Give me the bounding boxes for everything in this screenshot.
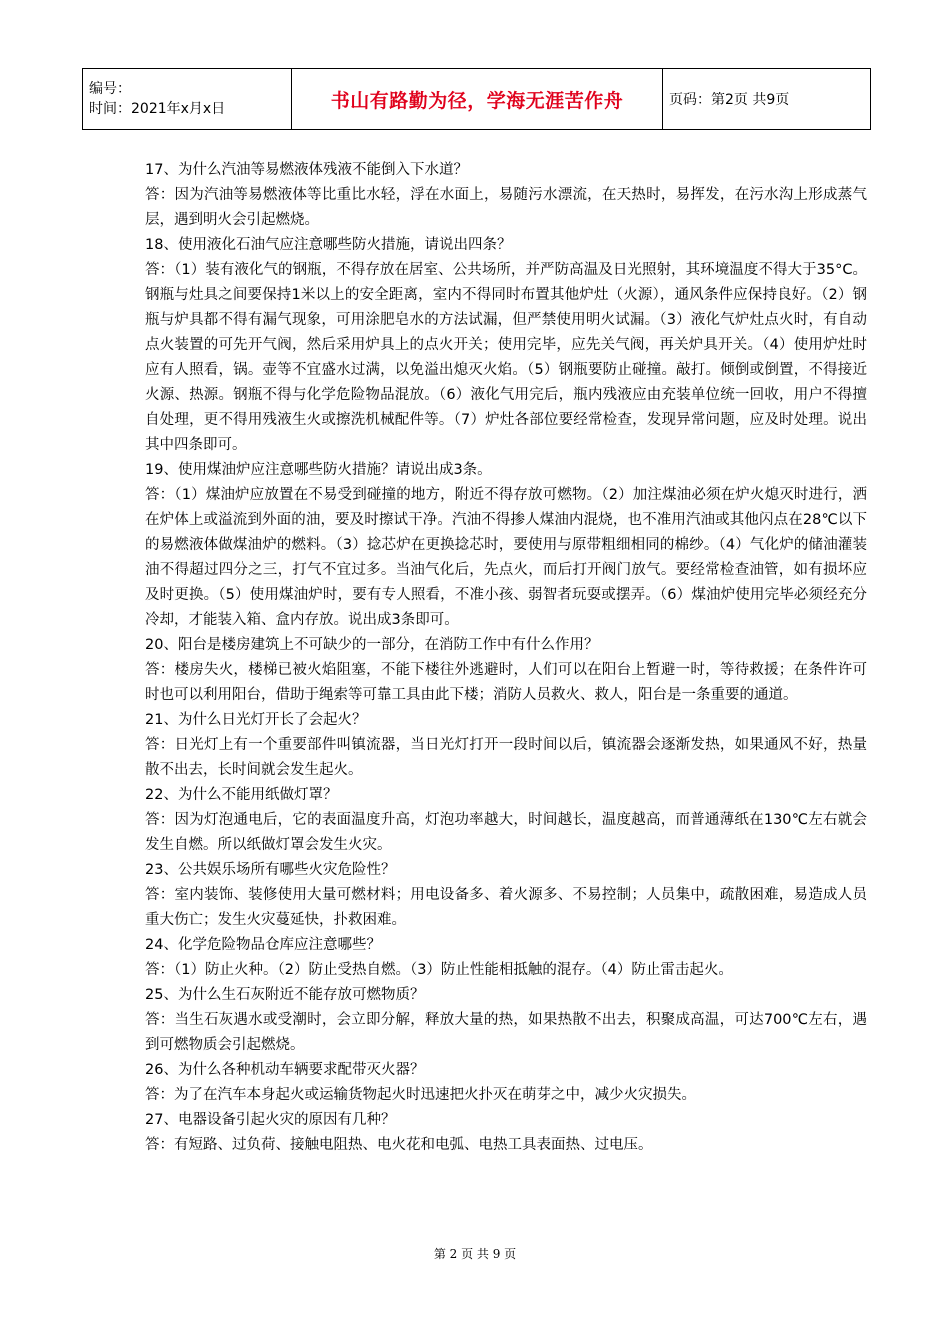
paragraph: 26、为什么各种机动车辆要求配带灭火器？ <box>145 1062 425 1078</box>
paragraph: 17、为什么汽油等易燃液体残液不能倒入下水道？ <box>145 162 468 178</box>
paragraph: 24、化学危险物品仓库应注意哪些？ <box>145 937 381 953</box>
paragraph: 23、公共娱乐场所有哪些火灾危险性？ <box>145 862 396 878</box>
header-motto: 书山有路勤为径，学海无涯苦作舟 <box>292 69 663 130</box>
paragraph: 答：楼房失火，楼梯已被火焰阻塞，不能下楼往外逃避时，人们可以在阳台上暂避一时，等待救援；在条件许可时也可以利用阳台，借助于绳索等可靠工具由此下楼；消防人员救火、救人，阳台是一条重要的通道。 <box>145 662 867 703</box>
page-footer: 第 2 页 共 9 页 <box>433 1247 517 1261</box>
header-page-number: 页码：第2页 共9页 <box>663 69 871 130</box>
paragraph: 27、电器设备引起火灾的原因有几种？ <box>145 1112 396 1128</box>
paragraph: 21、为什么日光灯开长了会起火？ <box>145 712 367 728</box>
paragraph: 答：（1）煤油炉应放置在不易受到碰撞的地方，附近不得存放可燃物。（2）加注煤油必须在炉火熄灭时进行，洒在炉体上或溢流到外面的油，要及时擦试干净。汽油不得掺人煤油内混烧，也不准用汽油或其他闪点在28℃以下的易燃液体做煤油炉的燃料。（3）捻芯炉在更换捻芯时，要使用与原带粗细相同的棉纱。（4）气化炉的储油灌装油不得超过四分之三，打气不宜过多。当油气化后，先点火，而后打开阀门放气。要经常检查油管，如有损坏应及时更换。（5）使用煤油炉时，要有专人照看，不准小孩、弱智者玩耍或摆弄。（6）煤油炉使用完毕必须经充分冷却，才能装入箱、盒内存放。说出成3条即可。 <box>145 487 867 628</box>
paragraph: 答：因为汽油等易燃液体等比重比水轻，浮在水面上，易随污水漂流，在天热时，易挥发，在污水沟上形成蒸气层，遇到明火会引起燃烧。 <box>145 187 867 228</box>
paragraph: 答：（1）装有液化气的钢瓶，不得存放在居室、公共场所，并严防高温及日光照射，其环境温度不得大于35°C。钢瓶与灶具之间要保持1米以上的安全距离，室内不得同时布置其他炉灶（火源），通风条件应保持良好。（2）钢瓶与炉具都不得有漏气现象，可用涂肥皂水的方法试漏，但严禁使用明火试漏。（3）液化气炉灶点火时，有自动点火装置的可先开气阀，然后采用炉具上的点火开关；使用完毕，应先关气阀，再关炉具开关。（4）使用炉灶时应有人照看，锅。壶等不宜盛水过满，以免溢出熄灭火焰。（5）钢瓶要防止碰撞。敲打。倾倒或倒置，不得接近火源、热源。钢瓶不得与化学危险物品混放。（6）液化气用完后，瓶内残液应由充装单位统一回收，用户不得擅自处理，更不得用残液生火或擦洗机械配件等。（7）炉灶各部位要经常检查，发现异常问题，应及时处理。说出其中四条即可。 <box>145 262 867 453</box>
paragraph: 20、阳台是楼房建筑上不可缺少的一部分，在消防工作中有什么作用？ <box>145 637 599 653</box>
document-number-label: 编号： <box>89 81 131 97</box>
paragraph: 19、使用煤油炉应注意哪些防火措施？请说出成3条。 <box>145 462 492 478</box>
paragraph: 答：室内装饰、装修使用大量可燃材料；用电设备多、着火源多、不易控制；人员集中，疏散困难，易造成人员重大伤亡；发生火灾蔓延快，扑救困难。 <box>145 887 867 928</box>
header-meta-cell <box>83 69 292 130</box>
paragraph: 答：因为灯泡通电后，它的表面温度升高，灯泡功率越大，时间越长，温度越高，而普通薄纸在130℃左右就会发生自燃。所以纸做灯罩会发生火灾。 <box>145 812 867 853</box>
document-date-label: 时间：2021年x月x日 <box>89 101 226 117</box>
paragraph: 答：为了在汽车本身起火或运输货物起火时迅速把火扑灭在萌芽之中，减少火灾损失。 <box>145 1087 696 1103</box>
paragraph: 答：当生石灰遇水或受潮时，会立即分解，释放大量的热，如果热散不出去，积聚成高温，可达700℃左右，遇到可燃物质会引起燃烧。 <box>145 1012 867 1053</box>
paragraph: 答：日光灯上有一个重要部件叫镇流器，当日光灯打开一段时间以后，镇流器会逐渐发热，如果通风不好，热量散不出去，长时间就会发生起火。 <box>145 737 867 778</box>
paragraph: 18、使用液化石油气应注意哪些防火措施，请说出四条？ <box>145 237 512 253</box>
paragraph: 22、为什么不能用纸做灯罩？ <box>145 787 338 803</box>
paragraph: 25、为什么生石灰附近不能存放可燃物质？ <box>145 987 425 1003</box>
paragraph: 答：（1）防止火种。（2）防止受热自燃。（3）防止性能相抵触的混存。（4）防止雷击起火。 <box>145 962 733 978</box>
paragraph: 答：有短路、过负荷、接触电阻热、电火花和电弧、电热工具表面热、过电压。 <box>145 1137 653 1153</box>
page-header <box>82 68 871 130</box>
document-body <box>145 158 867 1158</box>
